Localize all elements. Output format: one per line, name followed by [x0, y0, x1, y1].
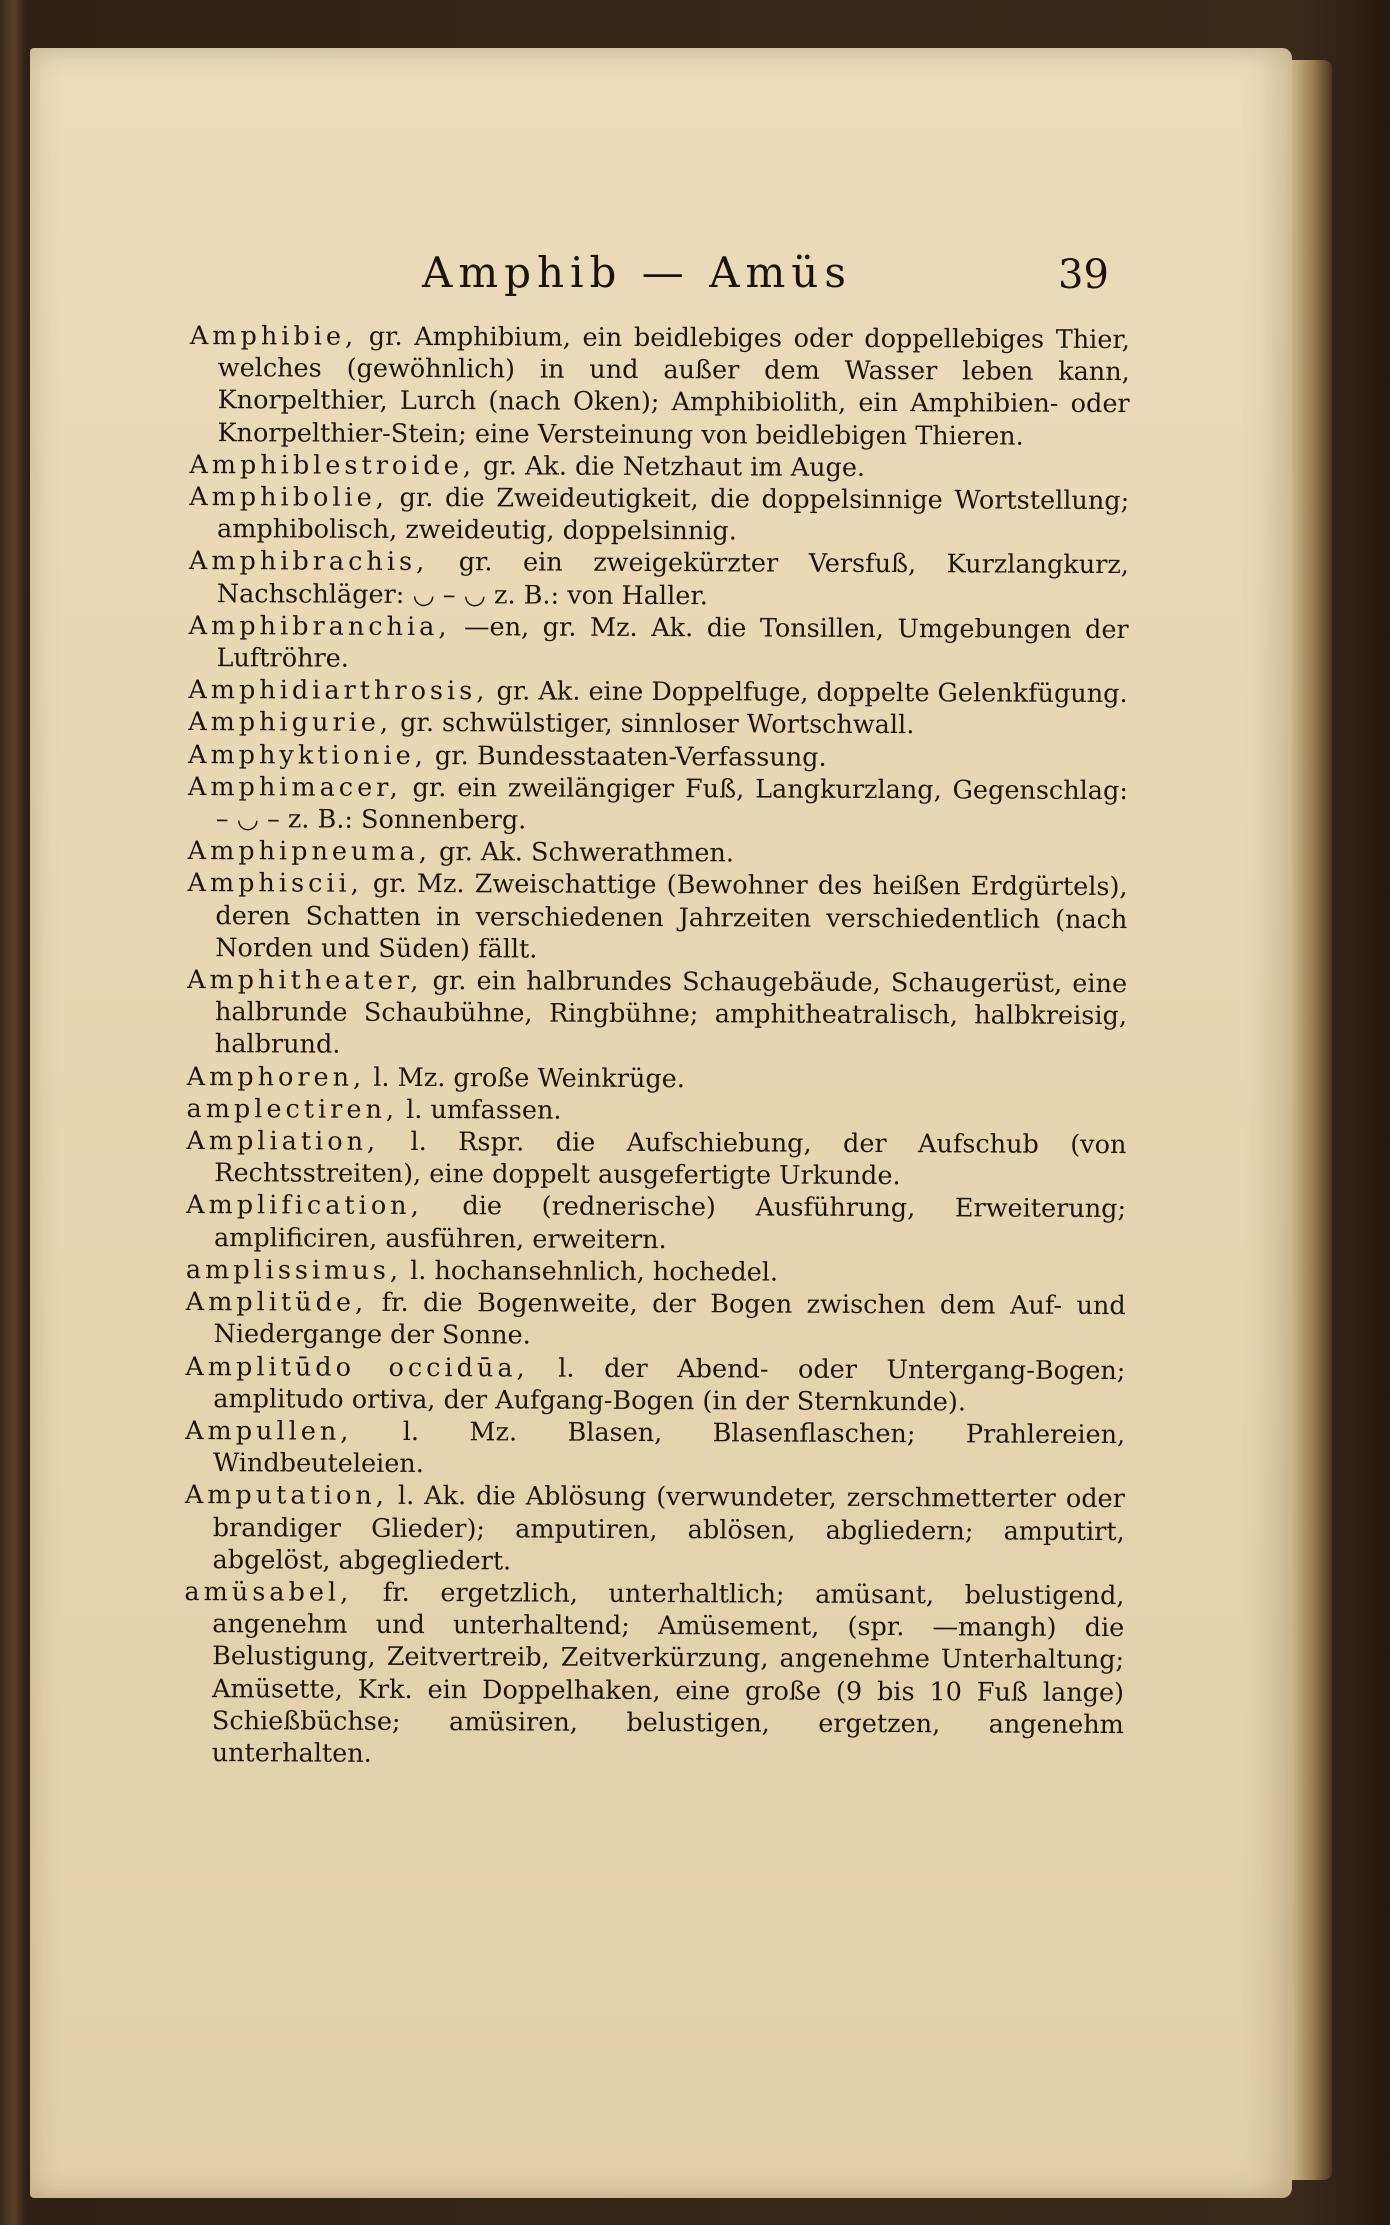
headword: Amphibolie,	[189, 482, 388, 513]
definition: gr. Amphibium, ein beidlebiges oder doppellebiges Thier, welches (gewöhnlich) in und außer dem Wasser leben kann, Knorpelthier, Lurch (nach Oken); Amphibiolith, ein Amphibien- oder Knorpelthier-Stein; eine Versteinung von beidlebigen Thieren.	[217, 321, 1130, 452]
dictionary-entry	[188, 771, 1128, 840]
page-number: 39	[1058, 252, 1109, 298]
headword: Amphiscii,	[187, 868, 363, 900]
headword: Ampullen,	[185, 1415, 353, 1447]
headword: Amphiblestroide,	[189, 449, 476, 482]
headword: Amputation,	[184, 1480, 389, 1512]
dictionary-entry	[189, 481, 1129, 550]
definition: gr. ein halbrundes Schaugebäude, Schaugerüst, eine halbrunde Schaubühne, Ringbühne; amphitheatralisch, halbkreisig, halbrund.	[214, 966, 1128, 1061]
definition: gr. Mz. Zweischattige (Bewohner des heißen Erdgürtels), deren Schatten in verschiedenen Jahrzeiten verschiedentlich (nach Norden und Süden) fällt.	[215, 869, 1128, 965]
definition: gr. Ak. Schwerathmen.	[430, 837, 735, 869]
definition: l. umfassen.	[397, 1094, 562, 1126]
headword: amüsabel,	[184, 1576, 353, 1608]
definition: l. Ak. die Ablösung (verwundeter, zerschmetterter oder brandiger Glieder); amputiren, ablösen, abgliedern; amputirt, abgelöst, abgegliedert.	[212, 1481, 1125, 1577]
headword: Amphitheater,	[187, 965, 423, 997]
definition: gr. ein zweilängiger Fuß, Langkurzlang, Gegenschlag: – ◡ – z. B.: Sonnenberg.	[215, 772, 1129, 836]
headword: Amphidiarthrosis,	[188, 675, 489, 707]
definition: l. Rspr. die Aufschiebung, der Aufschub (von Rechtsstreiten), eine doppelt ausgefertigte Urkunde.	[214, 1126, 1127, 1192]
definition: die (rednerische) Ausführung, Erweiterung; amplificiren, ausführen, erweitern.	[213, 1191, 1127, 1255]
dictionary-entry	[188, 674, 1128, 710]
dictionary-entry	[187, 867, 1127, 968]
dictionary-entry	[185, 1415, 1125, 1484]
definition: fr. ergetzlich, unterhaltlich; amüsant, belustigend, angenehm und unterhaltend; Amüsement, (spr. —mangh) die Belustigung, Zeitvertreib, Zeitverkürzung, angenehme Unterhaltung; Amüsette, Krk. ein Doppelhaken, eine große (9 bis 10 Fuß lange) Schießbüchse; amüsiren, belustigen, ergetzen, angenehm unterhalten.	[211, 1577, 1125, 1769]
headword: Ampliation,	[186, 1126, 380, 1157]
definition: l. der Abend- oder Untergang-Bogen; amplitudo ortiva, der Aufgang-Bogen (in der Sternkunde).	[213, 1352, 1126, 1418]
headword: Amphipneuma,	[187, 836, 431, 868]
definition: l. Mz. große Weinkrüge.	[365, 1062, 685, 1094]
dictionary-entry	[188, 706, 1128, 742]
definition: gr. die Zweideutigkeit, die doppelsinnige Wortstellung; amphibolisch, zweideutig, doppelsinnig.	[217, 482, 1130, 547]
dictionary-entry	[186, 1189, 1126, 1258]
headword: Amphyktionie,	[188, 739, 427, 771]
book-page	[30, 48, 1292, 2198]
definition: gr. Bundesstaaten-Verfassung.	[426, 740, 827, 773]
headword: Amphibie,	[189, 321, 358, 352]
headword: Amplitüde,	[185, 1287, 368, 1318]
dictionary-entry	[186, 1093, 1126, 1129]
running-head: Amphib — Amüs	[422, 248, 852, 297]
definition: gr. ein zweigekürzter Versfuß, Kurzlangkurz, Nachschläger: ◡ – ◡ z. B.: von Haller.	[216, 547, 1130, 611]
definition: gr. Ak. eine Doppelfuge, doppelte Gelenkfügung.	[488, 676, 1128, 710]
page-edge	[1292, 60, 1332, 2180]
dictionary-entry	[187, 964, 1127, 1065]
headword: Amphibrachis,	[188, 546, 429, 578]
dictionary-entry	[189, 449, 1129, 485]
dictionary-entry	[186, 1125, 1126, 1194]
dictionary-entry	[184, 1576, 1125, 1773]
dictionary-entry	[187, 1061, 1127, 1097]
headword: Amphimacer,	[187, 771, 402, 803]
dictionary-entry	[185, 1350, 1125, 1419]
dictionary-entries	[184, 320, 1130, 1773]
dictionary-entry	[186, 1254, 1126, 1290]
dictionary-entry	[186, 1286, 1126, 1355]
headword: Amphibranchia,	[188, 610, 451, 642]
definition: gr. schwülstiger, sinnloser Wortschwall.	[391, 708, 915, 741]
headword: Amplification,	[186, 1190, 423, 1222]
definition: —en, gr. Mz. Ak. die Tonsillen, Umgebungen der Luftröhre.	[216, 611, 1129, 674]
dictionary-entry	[189, 545, 1129, 614]
headword: amplectiren,	[186, 1093, 399, 1125]
definition: fr. die Bogenweite, der Bogen zwischen dem Auf- und Niedergange der Sonne.	[213, 1287, 1126, 1351]
headword: amplissimus,	[185, 1254, 403, 1286]
definition: gr. Ak. die Netzhaut im Auge.	[474, 451, 866, 483]
definition: l. Mz. Blasen, Blasenflaschen; Prahlereien, Windbeuteleien.	[212, 1416, 1126, 1480]
definition: l. hochansehnlich, hochedel.	[401, 1255, 779, 1288]
dictionary-entry	[188, 739, 1128, 775]
headword: Amplitūdo occidūa,	[185, 1351, 529, 1383]
dictionary-entry	[185, 1479, 1125, 1580]
headword: Amphoren,	[186, 1061, 366, 1093]
headword: Amphigurie,	[188, 707, 393, 739]
dictionary-entry	[189, 320, 1130, 453]
dictionary-entry	[188, 835, 1128, 871]
dictionary-entry	[188, 610, 1128, 679]
page-header	[30, 248, 1292, 308]
